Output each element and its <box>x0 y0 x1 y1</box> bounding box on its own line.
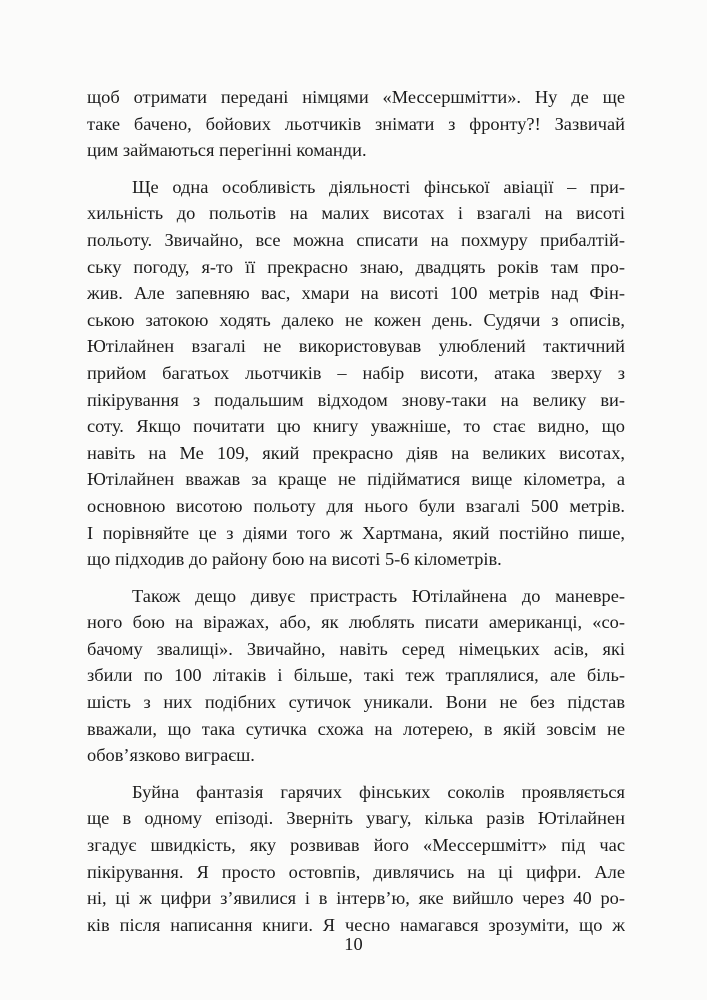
text-line: що підходив до району бою на висоті 5-6 кілометрів. <box>87 549 502 570</box>
text-line: Також дещо дивує пристрасть Ютілайнена до маневре- <box>132 585 625 606</box>
text-line: основною висотою польоту для нього були взагалі 500 метрів. <box>87 495 625 516</box>
text-line: таке бачено, бойових льотчиків знімати з фронту?! Зазвичай <box>87 113 625 134</box>
text-line: обов’язково виграєш. <box>87 745 255 766</box>
text-line: бачому звалищі». Звичайно, навіть серед німецьких асів, які <box>87 638 625 659</box>
text-line: збили по 100 літаків і більше, такі теж траплялися, але біль- <box>87 665 625 686</box>
paragraph-4 <box>87 779 625 939</box>
text-line: Буйна фантазія гарячих фінських соколів проявляється <box>132 781 625 802</box>
text-line: жив. Але запевняю вас, хмари на висоті 100 метрів над Фін- <box>87 283 625 304</box>
paragraph-1 <box>87 84 625 164</box>
text-line: ську погоду, я-то її прекрасно знаю, двадцять років там про- <box>87 256 625 277</box>
text-line: вважали, що така сутичка схожа на лотерею, в якій зовсім не <box>87 718 625 739</box>
paragraph-3 <box>87 583 625 769</box>
text-line: польоту. Звичайно, все можна списати на похмуру прибалтій- <box>87 229 625 250</box>
text-line: ні, ці ж цифри з’явилися і в інтерв’ю, яке вийшло через 40 ро- <box>87 888 625 909</box>
body-text <box>87 84 625 938</box>
page-number: 10 <box>344 934 363 954</box>
text-line: пікірування. Я просто остовпів, дивлячись на ці цифри. Але <box>87 861 625 882</box>
text-line: навіть на Ме 109, який прекрасно діяв на великих висотах, <box>87 442 625 463</box>
text-line: Ще одна особливість діяльності фінської авіації – при- <box>132 176 625 197</box>
text-line: цим займаються перегінні команди. <box>87 140 367 161</box>
text-line: ків після написання книги. Я чесно намагався зрозуміти, що ж <box>87 914 625 935</box>
text-line: щоб отримати передані німцями «Мессершмітти». Ну де ще <box>87 87 625 107</box>
paragraph-2 <box>87 174 625 573</box>
text-line: Ютілайнен взагалі не використовував улюблений тактичний <box>87 336 625 357</box>
text-line: згадує швидкість, яку розвивав його «Мессершмітт» під час <box>87 835 625 856</box>
text-line: прийом багатьох льотчиків – набір висоти, атака зверху з <box>87 362 625 383</box>
text-line: хильність до польотів на малих висотах і взагалі на висоті <box>87 203 625 224</box>
text-line: ще в одному епізоді. Зверніть увагу, кілька разів Ютілайнен <box>87 808 625 829</box>
text-line: пікірування з подальшим відходом знову-таки на велику ви- <box>87 389 625 410</box>
text-line: соту. Якщо почитати цю книгу уважніше, то стає видно, що <box>87 416 625 437</box>
text-line: шість з них подібних сутичок уникали. Вони не без підстав <box>87 692 625 713</box>
text-line: І порівняйте це з діями того ж Хартмана, який постійно пише, <box>87 522 625 543</box>
text-line: Ютілайнен вважав за краще не підійматися вище кілометра, а <box>87 469 625 490</box>
text-line: ного бою на віражах, або, як люблять писати американці, «со- <box>87 612 625 633</box>
text-line: ською затокою ходять далеко не кожен день. Судячи з описів, <box>87 309 625 330</box>
